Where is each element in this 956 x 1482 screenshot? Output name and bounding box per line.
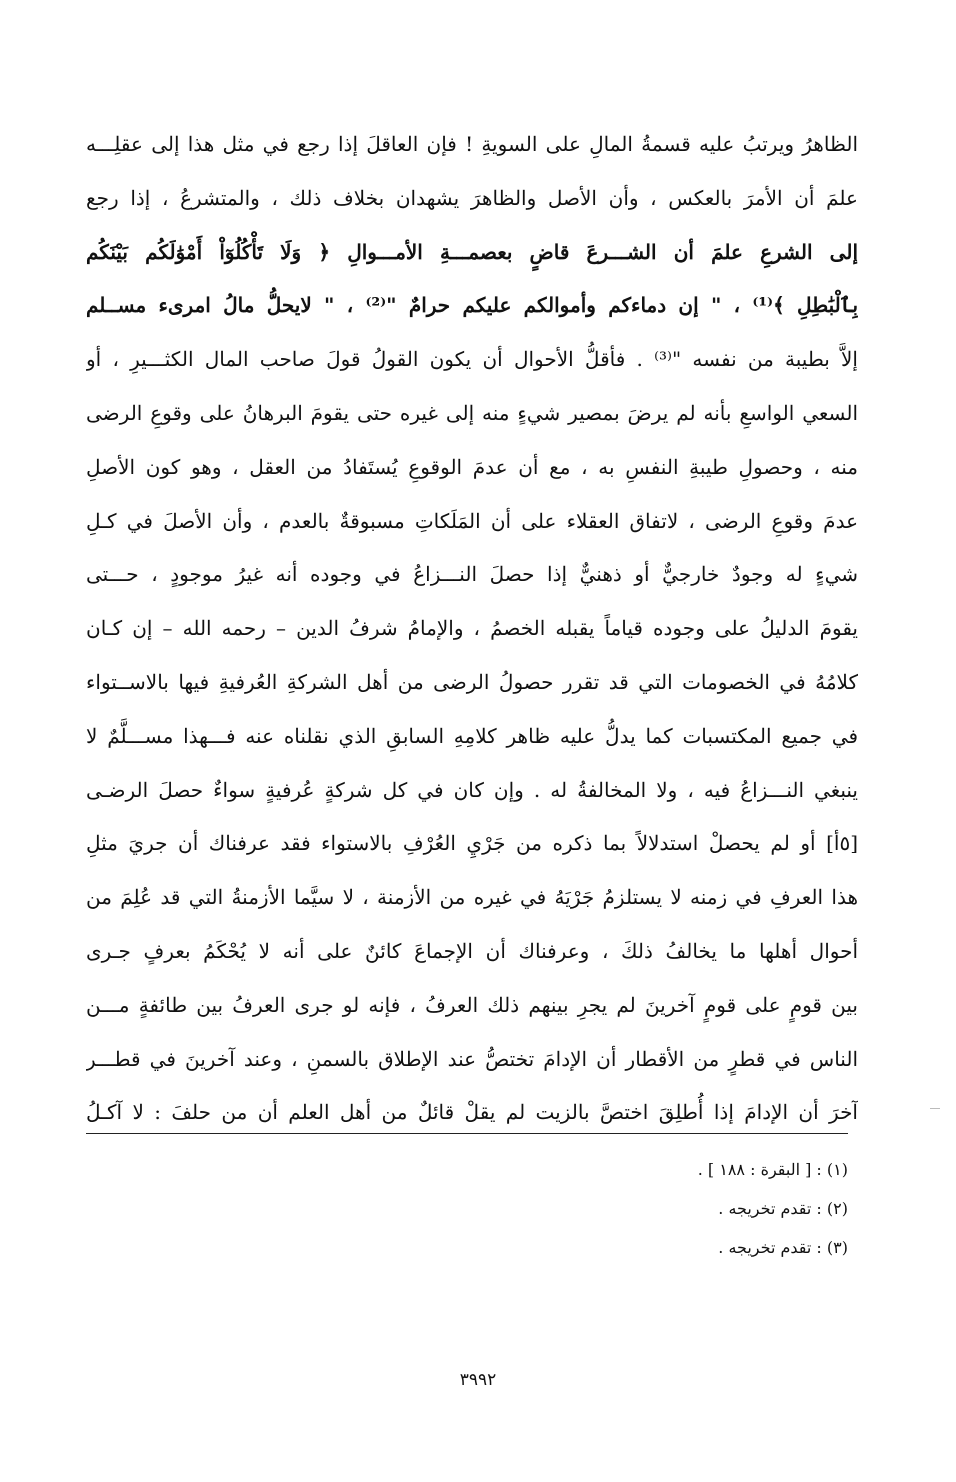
text-line: يقومَ الدليلُ على وجوده قياماً يقبله الخصمُ ، والإمامُ شرفُ الدين – رحمه الله – إن كـان	[86, 616, 858, 641]
text-line: ينبغي النـــزاعُ فيه ، ولا المخالفةُ له . وإن كان في كل شركةٍ عُرفيةٍ سواءٌ حصلَ الرضـى	[86, 777, 858, 802]
footnotes	[698, 1150, 848, 1267]
footnote-1: (١) : [ البقرة : ١٨٨ ] .	[697, 1160, 848, 1179]
footnote-separator	[86, 1133, 848, 1134]
footnote-3: (٣) : تقدم تخريجه .	[718, 1238, 848, 1257]
body-text	[86, 118, 858, 1140]
page-number: ٣٩٩٢	[459, 1370, 497, 1390]
text-line: كلامُهُ في الخصومات التي قد تقرر حصولُ الرضى من أهل الشركةِ العُرفيةِ فيها بالاســتواء	[86, 669, 858, 694]
footnote-2: (٢) : تقدم تخريجه .	[718, 1199, 848, 1218]
text-line: بين قومٍ على قومٍ آخرينَ لم يجرِ بينهم ذلك العرفُ ، فإنه لو جرى العرفُ بين طائفةٍ مـــن	[86, 992, 858, 1017]
text-line: أحوال أهلها ما يخالفُ ذلكَ ، وعرفناك أن الإجماعَ كائنٌ على أنه لا يُحْكَمُ بعرفٍ جـرى	[86, 938, 858, 963]
text-line: إلى الشرعِ علمَ أن الشـــرعَ قاضٍ بعصمـــةِ الأمـــوالِ ﴿ وَلَا تَأْكُلُوٓاْ أَمْوَٰلَكُم بَيْنَكُم	[86, 239, 858, 264]
text-line: السعي الواسعِ بأنه لم يرضَ بمصير شيءٍ منه إلى غيره حتى يقومَ البرهانُ على وقوعِ الرضى	[86, 400, 858, 425]
text-line: شيءٍ له وجودٌ خارجيٌّ أو ذهنيٌّ إذا حصلَ النـــزاعُ في وجوده أنه غيرُ موجودٍ ، حـــتى	[86, 562, 858, 587]
margin-mark	[930, 1108, 940, 1109]
text-line: إلاَّ بطيبة من نفسه "⁽³⁾ . فأقلُّ الأحوال أن يكون القولُ قولَ صاحب المال الكثـــيرِ ، أو	[86, 347, 858, 372]
text-line: عدمَ وقوعِ الرضى ، لاتفاق العقلاء على أن المَلَكاتِ مسبوقةٌ بالعدم ، وأن الأصلَ في كـلِ	[86, 508, 858, 533]
text-line: [٥أ] أو لم يحصلْ استدلالاً بما ذكره من جَرْيِ العُرْفِ بالاستواء فقد عرفناك أن جريَ مثلِ	[86, 831, 858, 856]
text-line: منه ، وحصولِ طيبةِ النفسِ به ، مع أن عدمَ الوقوعِ يُستَفادُ من العقل ، وهو كون الأصلِ	[86, 454, 858, 479]
text-line: الناس في قطرٍ من الأقطار أن الإدامَ تختصُّ عند الإطلاق بالسمنِ ، وعند آخرينَ في قطـــر	[86, 1046, 858, 1071]
text-line: الظاهرُ ويرتبُ عليه قسمةُ المالِ على السويةِ ! فإن العاقلَ إذا رجع في مثل هذا إلى عقلِـــه	[86, 132, 858, 156]
text-line: في جميع المكتسبات كما يدلُّ عليه ظاهر كلامِهِ السابقِ الذي نقلناه عنه فـــهذا مســـلَّمٌ لا	[86, 723, 858, 748]
text-line: علمَ أن الأمرَ بالعكس ، وأن الأصل والظاهرَ يشهدان بخلاف ذلك ، والمتشرعُ ، إذا رجع	[86, 185, 858, 210]
text-line: آخرَ أن الإدامَ إذا أُطلِقَ اختصَّ بالزيت لم يقلْ قائلٌ من أهل العلم أن من حلفَ : لا آكـلُ	[86, 1100, 858, 1125]
text-line: هذا العرفِ في زمنه لا يستلزمُ جَرْيَهُ في غيره من الأزمنة ، لا سيَّما الأزمنةُ التي قد عُلِمَ من	[86, 885, 858, 910]
text-line: بِٱلْبَٰطِلِ ﴾⁽¹⁾ ، " إن دماءكم وأموالكم عليكم حرامٌ "⁽²⁾ ، " لايحلُّ مالُ امرىء مســلم	[86, 293, 858, 318]
